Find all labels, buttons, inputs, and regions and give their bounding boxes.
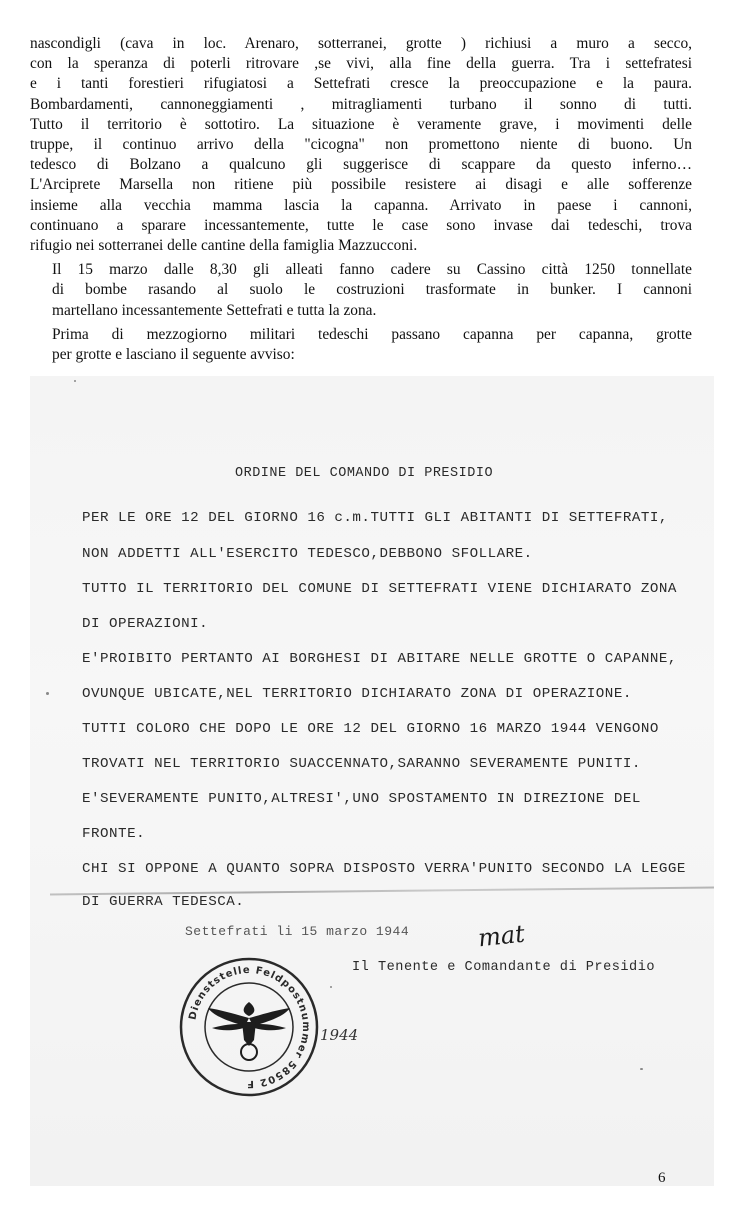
order-title: ORDINE DEL COMANDO DI PRESIDIO [235, 466, 494, 481]
order-line: E'PROIBITO PERTANTO AI BORGHESI DI ABITARE NELLE GROTTE O CAPANNE, [82, 651, 677, 667]
text-line: e i tanti forestieri rifugiatosi a Settefrati cresce la preoccupazione e la paura. [30, 75, 692, 93]
paragraph-1 [30, 34, 692, 256]
stamp-handwritten-year: 1944 [320, 1026, 359, 1044]
order-date: Settefrati li 15 marzo 1944 [185, 924, 410, 939]
order-line: CHI SI OPPONE A QUANTO SOPRA DISPOSTO VERRA'PUNITO SECONDO LA LEGGE [82, 861, 686, 877]
scanned-order-document [30, 376, 714, 1186]
text-line: Tutto il territorio è sottotiro. La situazione è veramente grave, i movimenti delle [30, 115, 692, 133]
text-line: martellano incessantemente Settefrati e tutta la zona. [52, 301, 377, 319]
text-line: truppe, il continuo arrivo della "cicogna" non promettono niente di buono. Un [30, 136, 692, 154]
text-line: rifugio nei sotterranei delle cantine della famiglia Mazzucconi. [30, 237, 418, 255]
text-line: tedesco di Bolzano a qualcuno gli suggerisce di scappare da questo inferno… [30, 156, 692, 174]
order-line: FRONTE. [82, 826, 146, 842]
text-line: di bombe rasando al suolo le costruzioni trasformate in bunker. I cannoni [52, 281, 692, 299]
order-line: DI OPERAZIONI. [82, 616, 209, 632]
text-line: Il 15 marzo dalle 8,30 gli alleati fanno cadere su Cassino città 1250 tonnellate [52, 261, 692, 279]
text-line: L'Arciprete Marsella non ritiene più possibile resistere ai disagi e alle sofferenze [30, 176, 692, 194]
page-number: 6 [658, 1170, 666, 1186]
text-line: per grotte e lasciano il seguente avviso: [52, 346, 295, 364]
order-line: PER LE ORE 12 DEL GIORNO 16 c.m.TUTTI GLI ABITANTI DI SETTEFRATI, [82, 510, 668, 526]
paragraph-2 [30, 260, 692, 321]
stamp-text: Dienststelle Feldpostnummer 58502 F [187, 964, 312, 1090]
order-line: TUTTO IL TERRITORIO DEL COMUNE DI SETTEFRATI VIENE DICHIARATO ZONA [82, 581, 677, 597]
text-line: Prima di mezzogiorno militari tedeschi passano capanna per capanna, grotte [52, 325, 692, 343]
text-line: continuano a sparare incessantemente, tutte le case sono invase dai tedeschi, trova [30, 216, 692, 234]
paragraph-3 [30, 325, 692, 365]
order-line: E'SEVERAMENTE PUNITO,ALTRESI',UNO SPOSTAMENTO IN DIREZIONE DEL [82, 791, 641, 807]
signer-title: Il Tenente e Comandante di Presidio [352, 960, 656, 975]
signature: mat [476, 919, 527, 953]
text-line: con la speranza di poterli ritrovare ,se vivi, alla fine della guerra. Tra i settefratesi [30, 55, 692, 73]
narrative-text [30, 34, 692, 365]
tear-line [50, 887, 714, 896]
order-line: TROVATI NEL TERRITORIO SUACCENNATO,SARANNO SEVERAMENTE PUNITI. [82, 756, 641, 772]
order-line: OVUNQUE UBICATE,NEL TERRITORIO DICHIARATO ZONA DI OPERAZIONE. [82, 686, 632, 702]
eagle-stamp-icon [178, 956, 320, 1098]
text-line: insieme alla vecchia mamma lascia la capanna. Arrivato in paese i cannoni, [30, 196, 692, 214]
order-line: TUTTI COLORO CHE DOPO LE ORE 12 DEL GIORNO 16 MARZO 1944 VENGONO [82, 721, 659, 737]
text-line: nascondigli (cava in loc. Arenaro, sotterranei, grotte ) richiusi a muro a secco, [30, 35, 692, 52]
text-line: Bombardamenti, cannoneggiamenti , mitragliamenti turbano il sonno di tutti. [30, 95, 692, 113]
order-line: DI GUERRA TEDESCA. [82, 894, 245, 910]
order-line: NON ADDETTI ALL'ESERCITO TEDESCO,DEBBONO SFOLLARE. [82, 546, 533, 562]
